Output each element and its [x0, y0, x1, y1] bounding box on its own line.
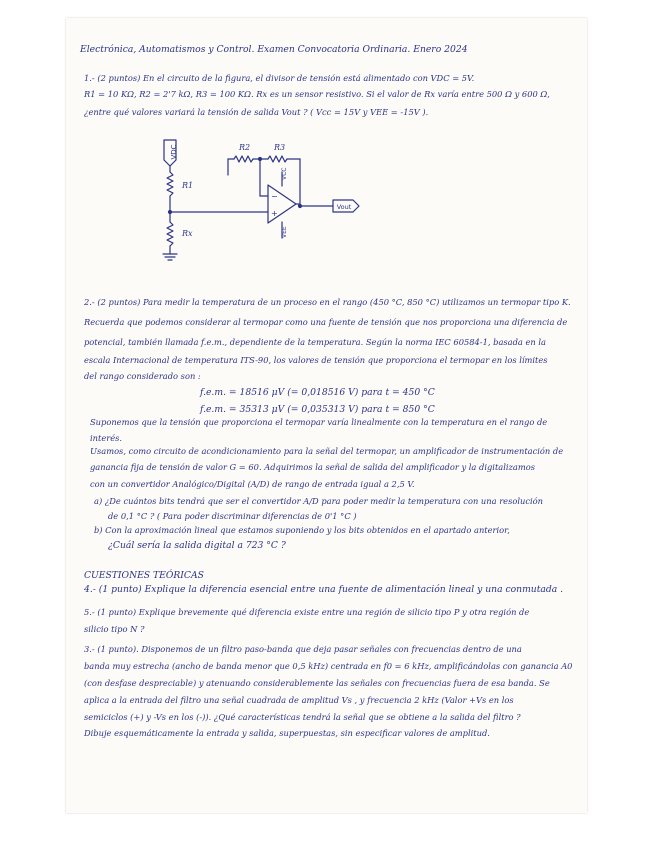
vee-label: VEE — [281, 226, 288, 238]
resistor-r2 — [234, 156, 253, 162]
resistor-rx — [167, 222, 173, 246]
question-5-line-2: silicio tipo N ? — [84, 624, 145, 634]
q2-line-2: Recuerda que podemos considerar al termopar como una fuente de tensión que nos proporciona una diferencia de — [84, 317, 568, 327]
r3-label: R3 — [274, 143, 286, 152]
theory-section-title: CUESTIONES TEÓRICAS — [84, 570, 204, 581]
q1-line-1: 1.- (2 puntos) En el circuito de la figura, el divisor de tensión está alimentado con VDC = 5V. — [84, 73, 475, 83]
q3-line-3: (con desfase despreciable) y atenuando considerablemente las señales con frecuencias fuera de esa banda. Se — [84, 678, 550, 688]
exam-header: Electrónica, Automatismos y Control. Examen Convocatoria Ordinaria. Enero 2024 — [80, 44, 468, 55]
svg-text:+: + — [271, 209, 278, 218]
circuit-diagram — [150, 130, 370, 265]
q2-question-b-1: b) Con la aproximación lineal que estamos suponiendo y los bits obtenidos en el apartado anterior, — [94, 525, 510, 535]
fem-line-2: f.e.m. = 35313 μV (= 0,035313 V) para t = 850 °C — [200, 404, 435, 415]
r2-label: R2 — [239, 143, 251, 152]
svg-text:−: − — [271, 192, 278, 201]
resistor-r3 — [268, 156, 287, 162]
q2-question-b-2: ¿Cuál sería la salida digital a 723 °C ? — [108, 540, 286, 551]
q3-line-2: banda muy estrecha (ancho de banda menor que 0,5 kHz) centrada en f0 = 6 kHz, amplificándolas con ganancia A0 — [84, 661, 573, 671]
q1-line-2: R1 = 10 KΩ, R2 = 2'7 kΩ, R3 = 100 KΩ. Rx es un sensor resistivo. Si el valor de Rx varía entre 500 Ω y 600 Ω, — [84, 89, 550, 99]
q2-line-4: escala Internacional de temperatura ITS-90, los valores de tensión que proporciona el termopar en los límites — [84, 355, 548, 365]
q2-question-a-1: a) ¿De cuántos bits tendrá que ser el convertidor A/D para poder medir la temperatura con una resolución — [94, 496, 543, 506]
q2-usamos-3: con un convertidor Analógico/Digital (A/D) de rango de entrada igual a 2,5 V. — [90, 479, 415, 489]
q2-suppose-1: Suponemos que la tensión que proporciona el termopar varía linealmente con la temperatura en el rango de — [90, 417, 548, 427]
q3-line-5: semiciclos (+) y -Vs en los (-)). ¿Qué características tendrá la señal que se obtiene a la salida del filtro ? — [84, 712, 521, 722]
q3-line-4: aplica a la entrada del filtro una señal cuadrada de amplitud Vs , y frecuencia 2 kHz (Valor +Vs en los — [84, 695, 514, 705]
q3-line-1: 3.- (1 punto). Disponemos de un filtro paso-banda que deja pasar señales con frecuencias dentro de una — [84, 644, 522, 654]
question-4: 4.- (1 punto) Explique la diferencia esencial entre una fuente de alimentación lineal y una conmutada . — [84, 584, 564, 595]
q2-question-a-2: de 0,1 °C ? ( Para poder discriminar diferencias de 0'1 °C ) — [108, 511, 357, 521]
vdc-label: VDC — [170, 144, 178, 160]
q3-line-6: Dibuje esquemáticamente la entrada y salida, superpuestas, sin especificar valores de amplitud. — [84, 728, 490, 738]
q2-line-1: 2.- (2 puntos) Para medir la temperatura de un proceso en el rango (450 °C, 850 °C) utilizamos un termopar tipo K. — [84, 297, 571, 307]
q2-usamos-2: ganancia fija de tensión de valor G = 60. Adquirimos la señal de salida del amplificador y la digitalizamos — [90, 462, 535, 472]
rx-label: Rx — [182, 229, 193, 238]
q2-line-3: potencial, también llamada f.e.m., dependiente de la temperatura. Según la norma IEC 60584-1, basada en la — [84, 337, 547, 347]
question-5-line-1: 5.- (1 punto) Explique brevemente qué diferencia existe entre una región de silicio tipo P y otra región de — [84, 607, 530, 617]
vout-label: Vout — [336, 203, 352, 211]
r1-label: R1 — [182, 181, 194, 190]
fem-line-1: f.e.m. = 18516 μV (= 0,018516 V) para t = 450 °C — [200, 387, 435, 398]
q2-line-5: del rango considerado son : — [84, 371, 201, 381]
q2-suppose-2: interés. — [90, 433, 123, 443]
q2-usamos-1: Usamos, como circuito de acondicionamiento para la señal del termopar, un amplificador de instrumentación de — [90, 446, 564, 456]
vcc-label: VCC — [281, 167, 288, 180]
resistor-r1 — [167, 172, 173, 196]
q1-line-3: ¿entre qué valores variará la tensión de salida Vout ? ( Vcc = 15V y VEE = -15V ). — [84, 107, 429, 117]
